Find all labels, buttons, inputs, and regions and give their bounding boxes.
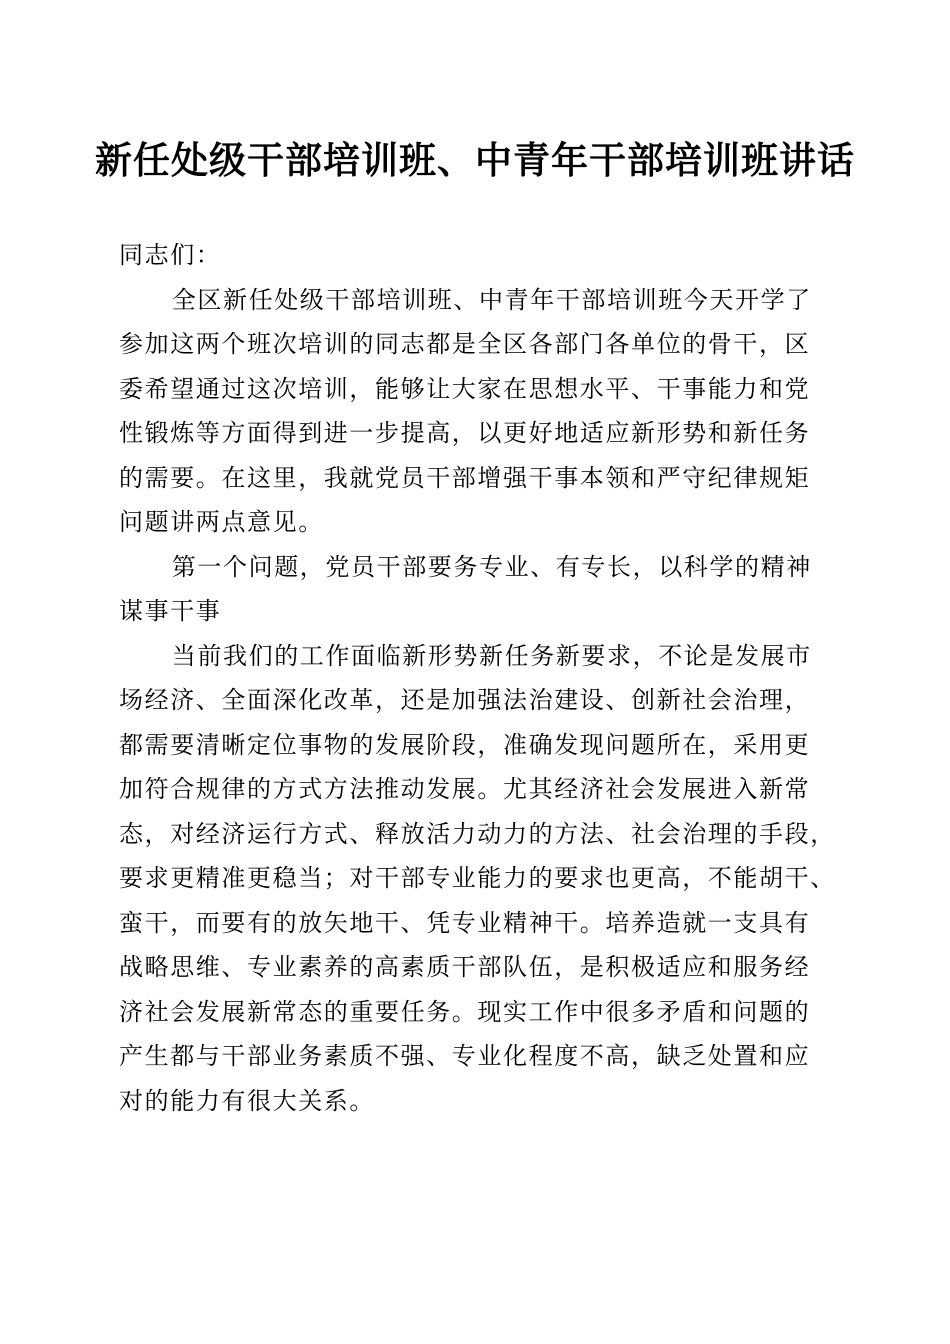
salutation: 同志们： <box>119 241 222 269</box>
text-line: 全区新任处级干部培训班、中青年干部培训班今天开学了 <box>171 285 812 314</box>
text-line: 济社会发展新常态的重要任务。现实工作中很多矛盾和问题的 <box>119 997 811 1026</box>
heading-line: 谋事干事 <box>119 597 222 625</box>
text-line: 问题讲两点意见。 <box>119 508 324 536</box>
text-line: 委希望通过这次培训，能够让大家在思想水平、干事能力和党 <box>119 374 811 403</box>
text-line: 当前我们的工作面临新形势新任务新要求，不论是发展市 <box>171 641 812 670</box>
section-heading-1 <box>119 545 834 634</box>
paragraph-intro <box>119 278 834 545</box>
text-line: 场经济、全面深化改革，还是加强法治建设、创新社会治理， <box>119 686 811 714</box>
text-line: 都需要清晰定位事物的发展阶段，准确发现问题所在，采用更 <box>119 730 811 759</box>
text-line: 加符合规律的方式方法推动发展。尤其经济社会发展进入新常 <box>119 775 811 803</box>
text-line: 对的能力有很大关系。 <box>119 1086 375 1115</box>
text-line: 参加这两个班次培训的同志都是全区各部门各单位的骨干，区 <box>119 330 811 358</box>
text-line: 态，对经济运行方式、释放活力动力的方法、社会治理的手段， <box>119 819 836 848</box>
text-line: 要求更精准更稳当；对干部专业能力的要求也更高，不能胡干、 <box>119 864 836 892</box>
text-line: 蛮干，而要有的放矢地干、凭专业精神干。培养造就一支具有 <box>119 908 811 937</box>
document-title: 新任处级干部培训班、中青年干部培训班讲话 <box>95 138 855 182</box>
paragraph-body-1 <box>119 634 834 1124</box>
text-line: 的需要。在这里，我就党员干部增强干事本领和严守纪律规矩 <box>119 463 811 492</box>
heading-line: 第一个问题，党员干部要务专业、有专长，以科学的精神 <box>171 552 812 581</box>
text-line: 性锻炼等方面得到进一步提高，以更好地适应新形势和新任务 <box>119 419 811 447</box>
text-line: 战略思维、专业素养的高素质干部队伍，是积极适应和服务经 <box>119 953 811 981</box>
text-line: 产生都与干部业务素质不强、专业化程度不高，缺乏处置和应 <box>119 1042 811 1070</box>
document-body <box>119 233 834 1123</box>
